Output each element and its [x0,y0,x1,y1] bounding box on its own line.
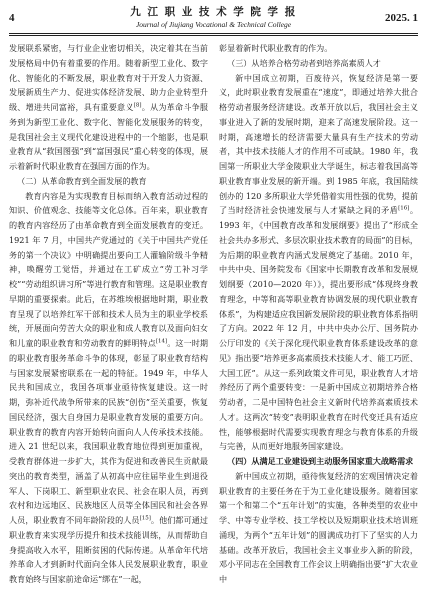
paragraph [219,41,418,56]
paragraph-text: 发展联系紧密，与行业企业密切相关，决定着其在当前发展格局中仍有着重要的作用。随着新型工业化、数字化、智能化的不断发展，职业教育对于开发人力资源、发展新质生产力、促进实体经济发展、助力企业转型升级、增进共同富裕，具有重要意义 [9,43,208,112]
left-column [9,41,208,611]
section-heading: （三）从培养合格劳动者到培养高素质人才 [227,57,381,68]
right-column [219,41,418,611]
paragraph-text: 新中国成立初期，百废待兴，恢复经济是第一要义，此时职业教育发展重在“速度”，即通过培养大批合格劳动者服务经济建设。改革开放以后，我国社会主义事业进入了新的发展时期，迎来了高速发展阶段。这一时期，高速增长的经济需要大量具有生产技术的劳动者，其中技术技能人才的作用不可或缺。1980 年，我国第一所职业大学金陵职业大学诞生，标志着我国高等职业教育事业发展的新开端。到 1985 年底，我国陆续创办的 120 多所职业大学凭借着实用性强的优势，提前了当时经济社会快速发展与人才紧缺之间的矛盾 [219,72,418,216]
citation-ref: [15] [139,515,151,522]
citation-ref: [14] [155,338,168,345]
paragraph-text: 。1993 年，《中国教育改革和发展纲要》提出了“形成全社会共办多形式、多层次职业技术教育的局面”的目标，为后期的职业教育内涵式发展奠定了基础。2010 年，中共中央、国务院发布《国家中长期教育改革和发展规划纲要（2010—2020 年）》，提出要形成“体现终身教育理念，中等和高等职业教育协调发展的现代职业教育体系”，为构建适应我国新发展阶段的职业教育体系指明了方向。2022 年 12 月，中共中央办公厅、国务院办公厅印发的《关于深化现代职业教育体系建设改革的意见》指出要“培养更多高素质技术技能人才、能工巧匠、大国工匠”。从这一系列政策文件可见，职业教育人才培养经历了两个重要转变：一是新中国成立初期培养合格劳动者，二是中国特色社会主义新时代培养高素质技术人才。这两次“转变”表明职业教育在时代变迁具有适应性，能够根据时代需要实现教育理念与教育体系的升级与完善，从而更好地服务国家建设。 [219,205,418,452]
paragraph [9,189,208,587]
paragraph [219,469,418,587]
citation-ref: [16] [398,205,410,212]
paragraph-text: 。他们都可通过职业教育来实现学历提升和技术技能训练，从而帮助自身提高收入水平，阻断贫困的代际传递。从革命年代培养革命人才到新时代面向全体人民发展职业教育，职业教育始终与国家前途命运“绑在”一起， [9,515,208,584]
journal-title-english: Journal of Jiujiang Vocational & Technical College [135,20,292,29]
header-rule-top [9,33,418,34]
header-rule-bottom [9,35,418,36]
section-heading: （四）从满足工业建设到主动服务国家重大战略需求 [227,456,414,466]
paragraph-text: 。从为革命斗争服务到为新型工业化、数字化、智能化发展服务的转变，是我国社会主义现代化建设进程中的一个缩影，也是职业教育从“救国图强”到“富国强民”重心转变的体现，展示着新时代职业教育在强国方面的作为。 [9,102,208,171]
page-header [0,0,427,38]
page-number: 4 [9,12,15,24]
paragraph [9,41,208,174]
paragraph [219,71,418,455]
paragraph-text: 。这一时期的职业教育服务革命斗争的体现，彰显了职业教育结构与国家发展紧密联系在一起的特征。1949 年，中华人民共和国成立，我国各项事业亟待恢复建设。这一时期，弥补近代战争所带来的民族“创伤”至关重要，恢复国民经济，强大自身国力是职业教育发展的重要方向。职业教育的教育内容开始转向面向人人传承技术技能。进入 21 世纪以来，我国职业教育地位得到更加重视，受教育群体进一步扩大，其作为促进和改善民生贡献最突出的教育类型，涵盖了从初高中应往届毕业生到退役军人、下岗职工、新型职业农民、社会在职人员，再到农村和边远地区、民族地区人员等全体国民和社会各界人员，职业教育不同年龄阶段的人员 [9,338,208,525]
paragraph-text: 彰显着新时代职业教育的作为。 [219,43,333,53]
paragraph-text: 教育内容是为实现教育目标而纳入教育活动过程的知识、价值观念、技能等文化总体。百年来，职业教育的教育内容经历了由革命教育到全面发展教育的变迁。1921 年 7 月，中国共产党通过的《关于中国共产党任务的第一个决议》中明确提出要向工人灌输阶级斗争精神，唤醒劳工觉悟，并通过在工矿成立“劳工补习学校”“劳动组织讲习所”等进行教育和管理。这是职业教育早期的重要探索。此后，在苏维埃根据地时期，职业教育呈现了以培养红军干部和技术人员为主的职业学校系统，开展面向劳苦大众的职业和成人教育以及面向妇女和儿童的职业教育和劳动教育的鲜明特点 [9,190,208,348]
paragraph-text: 新中国成立初期，亟待恢复经济的宏观国情决定着职业教育的主要任务在于为工业化建设服务。随着国家第一个和第二个“五年计划”的实施，各种类型的农业中学、中等专业学校、技工学校以及短期职业技术培训班涌现，为两个“五年计划”的圆满成功打下了坚实的人力基础。改革开放后，我国社会主义事业步入新的阶段，邓小平同志在全国教育工作会议上明确指出要“扩大农业中 [219,470,418,584]
section-heading: （二）从革命教育到全面发展的教育 [17,175,147,186]
journal-title-chinese: 九 江 职 业 技 术 学 院 学 报 [130,6,297,18]
issue-number: 2025. 1 [385,12,418,24]
citation-ref: [8] [133,102,142,109]
